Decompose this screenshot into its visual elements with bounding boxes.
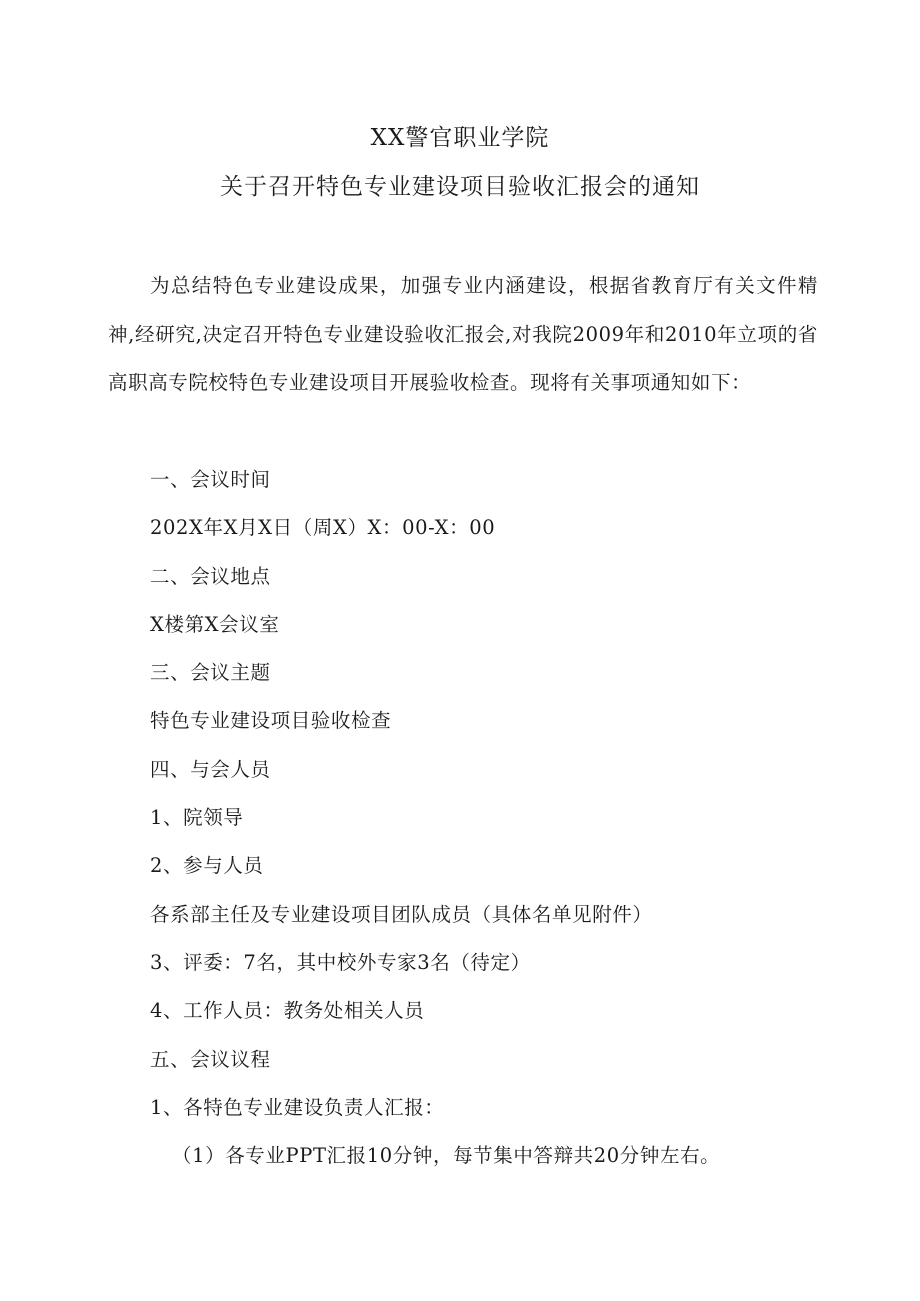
participants-detail: 各系部主任及专业建设项目团队成员（具体名单见附件） <box>150 902 653 926</box>
notice-body <box>150 456 850 1180</box>
meeting-location-value: X楼第X会议室 <box>150 612 280 636</box>
section-heading-location: 二、会议地点 <box>150 564 271 588</box>
agenda-subitem-ppt: （1）各专业PPT汇报10分钟，每节集中答辩共20分钟左右。 <box>172 1144 721 1168</box>
meeting-theme-value: 特色专业建设项目验收检查 <box>150 709 392 733</box>
attendee-item-participants: 2、参与人员 <box>150 854 264 878</box>
attendee-item-staff: 4、工作人员：教务处相关人员 <box>150 999 425 1023</box>
intro-paragraph: 为总结特色专业建设成果，加强专业内涵建设，根据省教育厅有关文件精神,经研究,决定召开特色专业建设验收汇报会,对我院2009年和2010年立项的省高职高专院校特色专业建设项目开展验收检查。现将有关事项通知如下： <box>108 274 818 394</box>
section-heading-agenda: 五、会议议程 <box>150 1047 271 1071</box>
agenda-item-report: 1、各特色专业建设负责人汇报： <box>150 1095 445 1119</box>
section-heading-attendees: 四、与会人员 <box>150 757 271 781</box>
section-heading-time: 一、会议时间 <box>150 468 271 491</box>
meeting-time-value: 202X年X月X日（周X）X：00-X：00 <box>150 516 496 540</box>
school-name-title: XX警官职业学院 <box>370 125 550 151</box>
attendee-item-judges: 3、评委：7名，其中校外专家3名（待定） <box>150 950 531 974</box>
attendee-item-leaders: 1、院领导 <box>150 806 244 830</box>
section-heading-theme: 三、会议主题 <box>150 661 271 685</box>
notice-title: 关于召开特色专业建设项目验收汇报会的通知 <box>220 174 700 200</box>
